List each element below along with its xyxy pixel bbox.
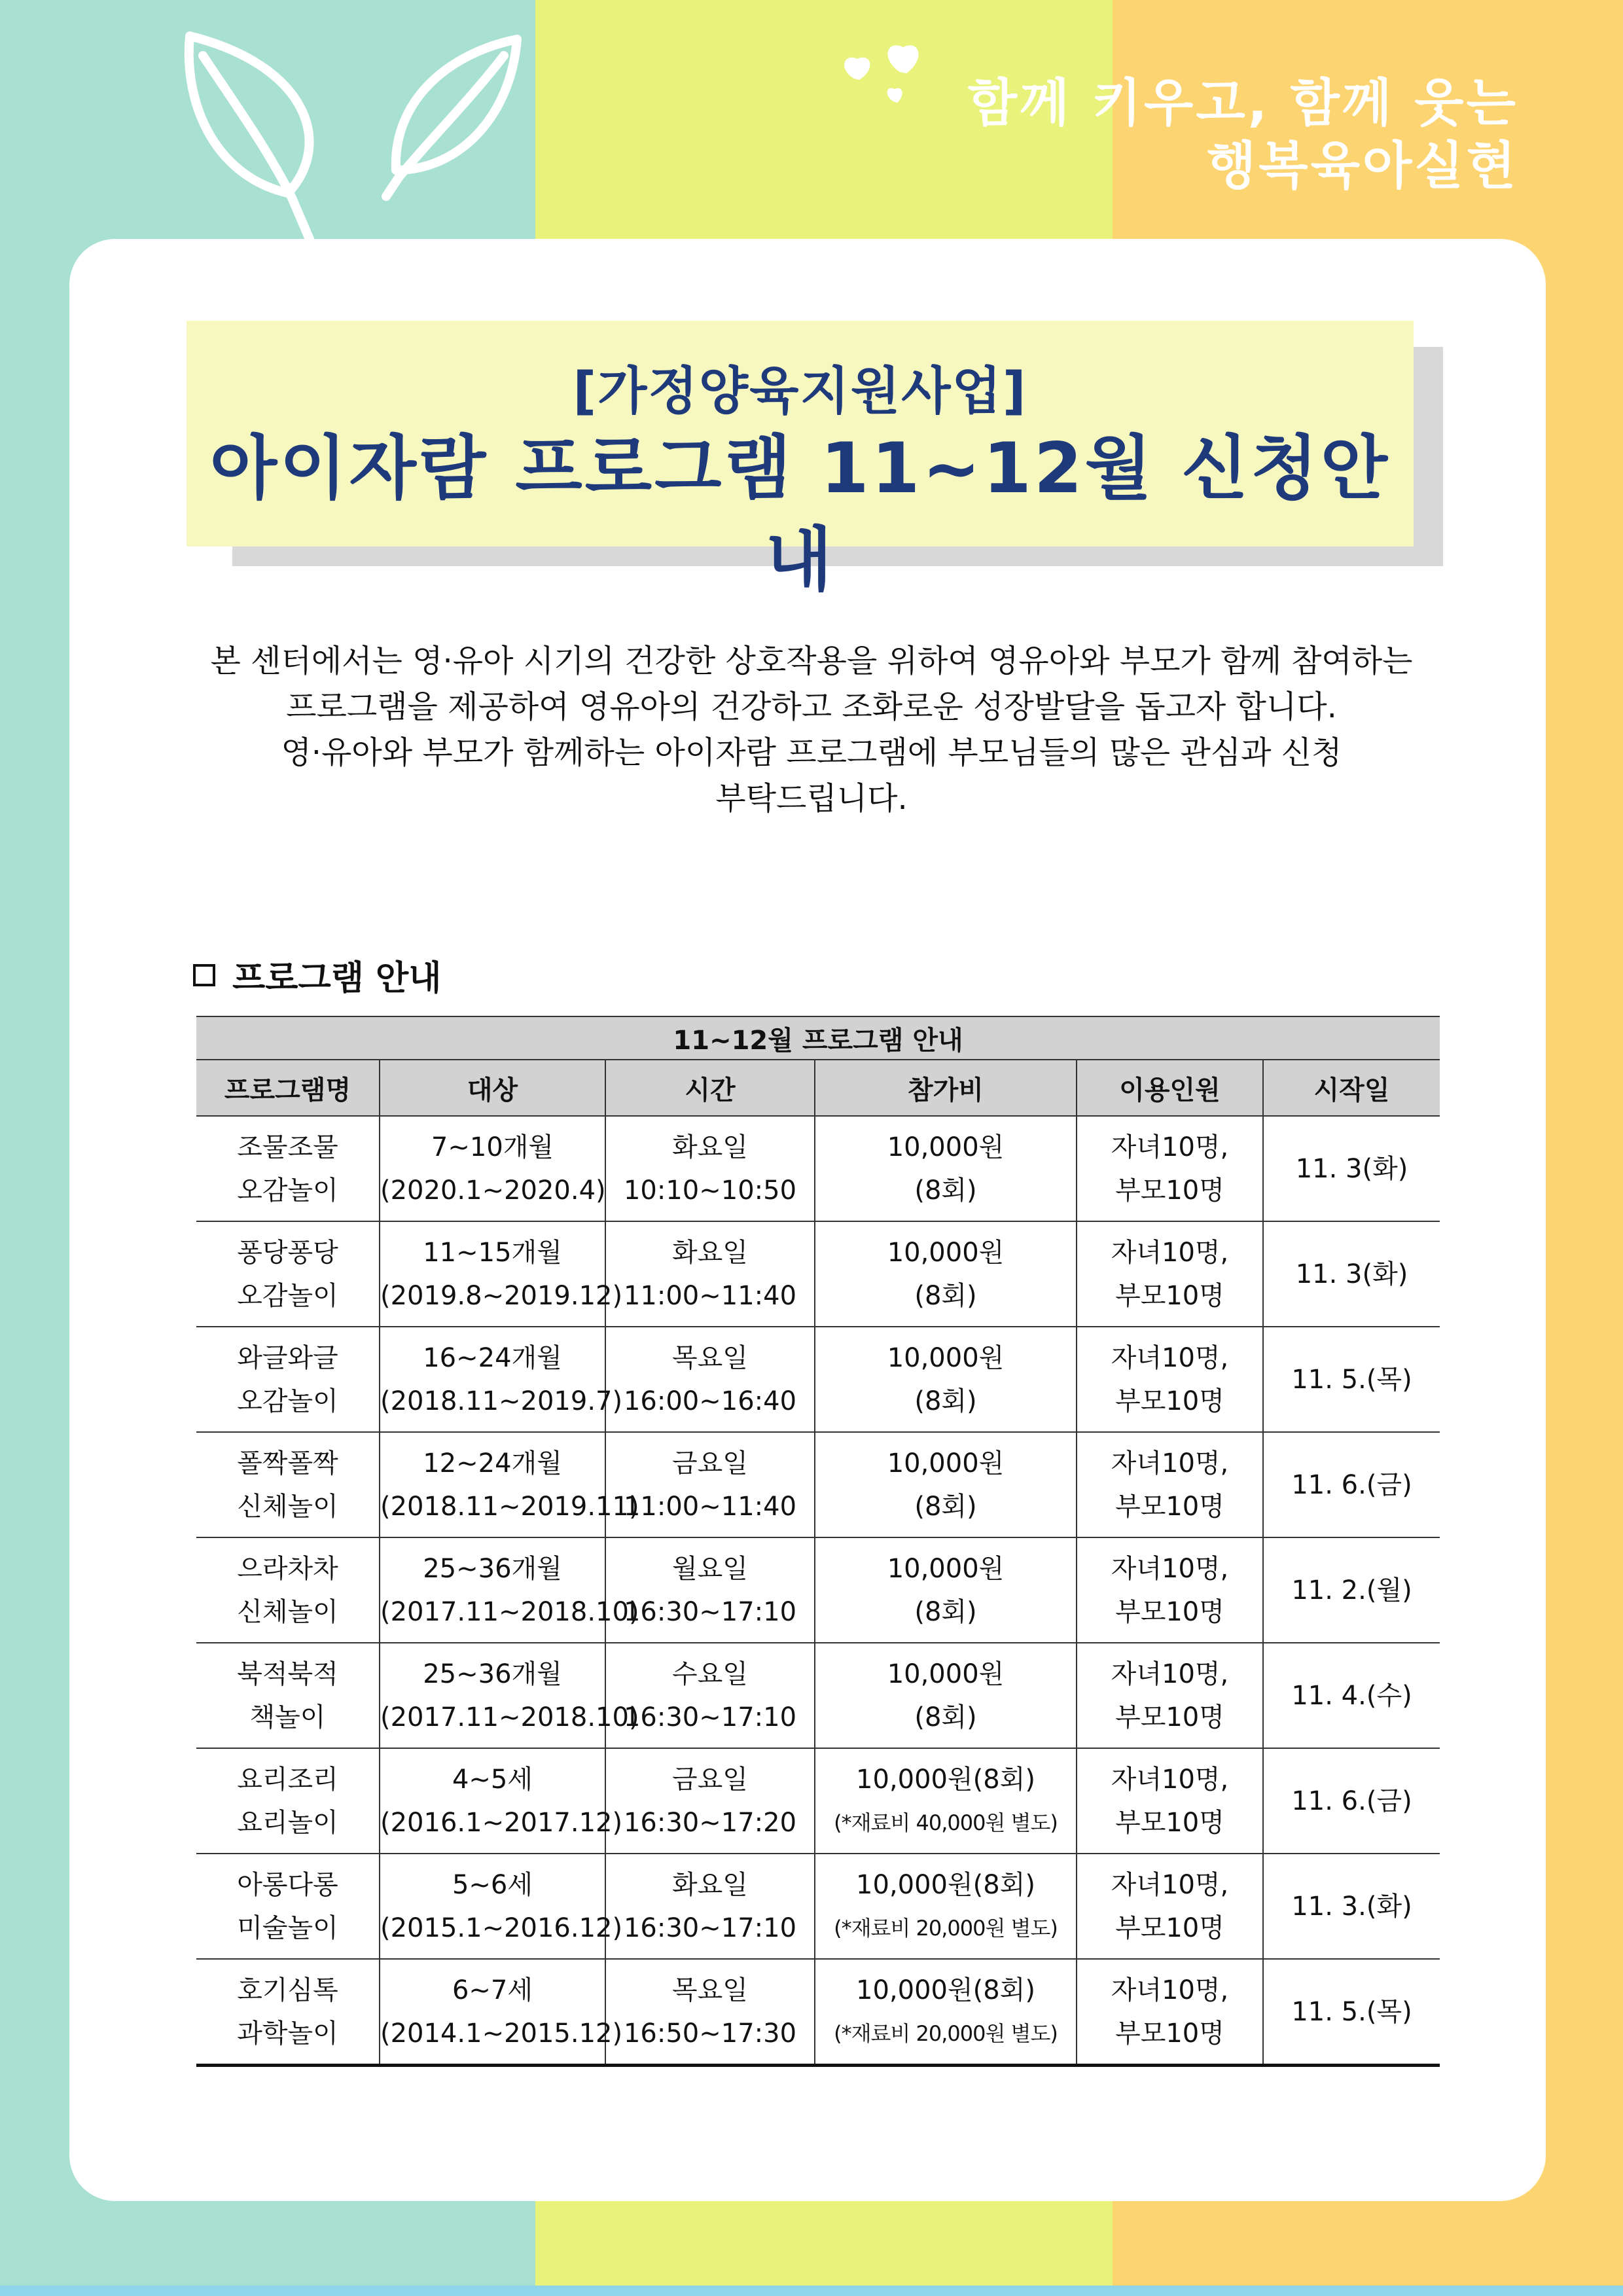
cell-fee: 10,000원(8회) (*재료비 40,000원 별도): [815, 1748, 1077, 1854]
table-row: [196, 1116, 1440, 1221]
cell-fee: 10,000원(8회) (*재료비 20,000원 별도): [815, 1854, 1077, 1959]
cell-time: 월요일 16:30~17:10: [605, 1537, 815, 1643]
cell-target: 7~10개월 (2020.1~2020.4): [380, 1116, 605, 1221]
cell-program-name: 아롱다롱 미술놀이: [196, 1854, 380, 1959]
cell-start-date: 11. 3.(화): [1263, 1854, 1440, 1959]
cell-fee: 10,000원 (8회): [815, 1116, 1077, 1221]
cell-time: 화요일 11:00~11:40: [605, 1221, 815, 1327]
cell-program-name: 북적북적 책놀이: [196, 1643, 380, 1748]
table-row: [196, 1537, 1440, 1643]
header-start: 시작일: [1263, 1060, 1440, 1116]
title-line1: [가정양육지원사업]: [573, 362, 1027, 421]
header-target: 대상: [380, 1060, 605, 1116]
cell-fee: 10,000원 (8회): [815, 1643, 1077, 1748]
cell-target: 25~36개월 (2017.11~2018.10): [380, 1643, 605, 1748]
cell-program-name: 요리조리 요리놀이: [196, 1748, 380, 1854]
slogan-line2: 행복육아실현: [1206, 137, 1518, 196]
cell-people: 자녀10명, 부모10명: [1077, 1116, 1263, 1221]
section-title: [193, 950, 442, 999]
cell-program-name: 폴짝폴짝 신체놀이: [196, 1432, 380, 1537]
cell-start-date: 11. 3(화): [1263, 1116, 1440, 1221]
intro-line: 본 센터에서는 영·유아 시기의 건강한 상호작용을 위하여 영유아와 부모가 함께 참여하는: [210, 643, 1413, 679]
table-row: [196, 1854, 1440, 1959]
cell-people: 자녀10명, 부모10명: [1077, 1327, 1263, 1432]
table-row: [196, 1643, 1440, 1748]
cell-start-date: 11. 5.(목): [1263, 1959, 1440, 2066]
slogan: [968, 72, 1518, 198]
cell-program-name: 와글와글 오감놀이: [196, 1327, 380, 1432]
cell-start-date: 11. 3(화): [1263, 1221, 1440, 1327]
cell-start-date: 11. 6.(금): [1263, 1432, 1440, 1537]
cell-people: 자녀10명, 부모10명: [1077, 1432, 1263, 1537]
cell-time: 금요일 11:00~11:40: [605, 1432, 815, 1537]
cell-target: 5~6세 (2015.1~2016.12): [380, 1854, 605, 1959]
table-row: [196, 1748, 1440, 1854]
cell-target: 25~36개월 (2017.11~2018.10): [380, 1537, 605, 1643]
cell-fee: 10,000원 (8회): [815, 1432, 1077, 1537]
intro-line: 부탁드립니다.: [715, 780, 908, 817]
bottom-stripe: [0, 2286, 1623, 2296]
cell-program-name: 퐁당퐁당 오감놀이: [196, 1221, 380, 1327]
cell-target: 6~7세 (2014.1~2015.12): [380, 1959, 605, 2066]
intro-line: 프로그램을 제공하여 영유아의 건강하고 조화로운 성장발달을 돕고자 합니다.: [286, 689, 1337, 725]
cell-start-date: 11. 5.(목): [1263, 1327, 1440, 1432]
cell-program-name: 으라차차 신체놀이: [196, 1537, 380, 1643]
cell-time: 목요일 16:50~17:30: [605, 1959, 815, 2066]
cell-time: 수요일 16:30~17:10: [605, 1643, 815, 1748]
cell-start-date: 11. 2.(월): [1263, 1537, 1440, 1643]
cell-fee: 10,000원 (8회): [815, 1221, 1077, 1327]
table-row: [196, 1221, 1440, 1327]
cell-time: 목요일 16:00~16:40: [605, 1327, 815, 1432]
cell-fee: 10,000원(8회) (*재료비 20,000원 별도): [815, 1959, 1077, 2066]
cell-people: 자녀10명, 부모10명: [1077, 1221, 1263, 1327]
intro-text: [131, 638, 1492, 821]
cell-program-name: 조물조물 오감놀이: [196, 1116, 380, 1221]
cell-people: 자녀10명, 부모10명: [1077, 1537, 1263, 1643]
title-box: [187, 321, 1414, 600]
cell-program-name: 호기심톡 과학놀이: [196, 1959, 380, 2066]
header-people: 이용인원: [1077, 1060, 1263, 1116]
hearts-icon: [828, 33, 939, 111]
cell-time: 화요일 16:30~17:10: [605, 1854, 815, 1959]
table-row: [196, 1959, 1440, 2066]
section-title-text: 프로그램 안내: [232, 959, 442, 998]
cell-target: 4~5세 (2016.1~2017.12): [380, 1748, 605, 1854]
cell-people: 자녀10명, 부모10명: [1077, 1959, 1263, 2066]
table-row: [196, 1432, 1440, 1537]
cell-fee: 10,000원 (8회): [815, 1537, 1077, 1643]
cell-people: 자녀10명, 부모10명: [1077, 1854, 1263, 1959]
cell-target: 12~24개월 (2018.11~2019.11): [380, 1432, 605, 1537]
cell-start-date: 11. 6.(금): [1263, 1748, 1440, 1854]
title-line2: 아이자람 프로그램 11~12월 신청안내: [209, 428, 1391, 600]
cell-fee: 10,000원 (8회): [815, 1327, 1077, 1432]
cell-people: 자녀10명, 부모10명: [1077, 1748, 1263, 1854]
cell-start-date: 11. 4.(수): [1263, 1643, 1440, 1748]
cell-people: 자녀10명, 부모10명: [1077, 1643, 1263, 1748]
cell-target: 11~15개월 (2019.8~2019.12): [380, 1221, 605, 1327]
slogan-line1: 함께 키우고, 함께 웃는: [967, 74, 1518, 133]
cell-target: 16~24개월 (2018.11~2019.7): [380, 1327, 605, 1432]
leaf-icon: [177, 26, 543, 242]
header-name: 프로그램명: [196, 1060, 380, 1116]
header-time: 시간: [605, 1060, 815, 1116]
intro-line: 영·유아와 부모가 함께하는 아이자람 프로그램에 부모님들의 많은 관심과 신청: [281, 734, 1342, 771]
table-caption: 11~12월 프로그램 안내: [196, 1016, 1440, 1060]
cell-time: 화요일 10:10~10:50: [605, 1116, 815, 1221]
cell-time: 금요일 16:30~17:20: [605, 1748, 815, 1854]
header-fee: 참가비: [815, 1060, 1077, 1116]
program-table: [196, 1016, 1440, 2067]
checkbox-icon: [193, 964, 215, 986]
table-row: [196, 1327, 1440, 1432]
